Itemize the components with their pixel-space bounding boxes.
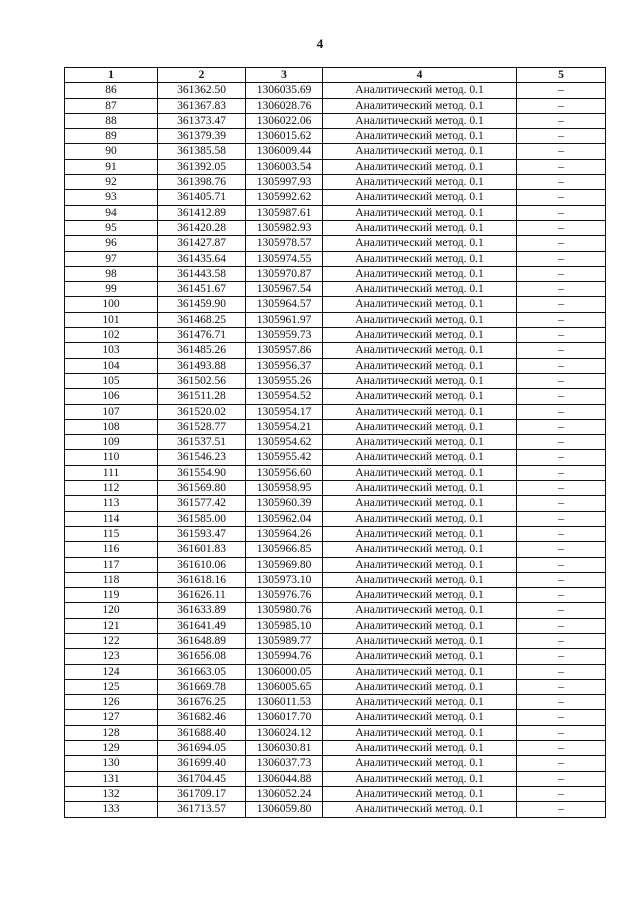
description-cell: – (517, 572, 606, 587)
method-cell: Аналитический метод. 0.1 (323, 771, 517, 786)
x-coordinate-cell: 361435.64 (158, 251, 246, 266)
description-cell: – (517, 419, 606, 434)
point-number-cell: 106 (65, 389, 158, 404)
table-row (65, 419, 606, 434)
method-cell: Аналитический метод. 0.1 (323, 588, 517, 603)
method-cell: Аналитический метод. 0.1 (323, 633, 517, 648)
y-coordinate-cell: 1306044.88 (246, 771, 323, 786)
point-number-cell: 113 (65, 496, 158, 511)
description-cell: – (517, 618, 606, 633)
description-cell: – (517, 251, 606, 266)
method-cell: Аналитический метод. 0.1 (323, 220, 517, 235)
description-cell: – (517, 312, 606, 327)
method-cell: Аналитический метод. 0.1 (323, 98, 517, 113)
point-number-cell: 114 (65, 511, 158, 526)
x-coordinate-cell: 361412.89 (158, 205, 246, 220)
y-coordinate-cell: 1306035.69 (246, 83, 323, 98)
point-number-cell: 122 (65, 633, 158, 648)
y-coordinate-cell: 1305978.57 (246, 236, 323, 251)
table-row (65, 481, 606, 496)
description-cell: – (517, 282, 606, 297)
x-coordinate-cell: 361398.76 (158, 175, 246, 190)
table-row (65, 465, 606, 480)
point-number-cell: 86 (65, 83, 158, 98)
x-coordinate-cell: 361713.57 (158, 802, 246, 817)
table-row (65, 511, 606, 526)
table-row (65, 557, 606, 572)
point-number-cell: 87 (65, 98, 158, 113)
description-cell: – (517, 98, 606, 113)
y-coordinate-cell: 1305958.95 (246, 481, 323, 496)
table-row (65, 542, 606, 557)
y-coordinate-cell: 1306022.06 (246, 113, 323, 128)
x-coordinate-cell: 361427.87 (158, 236, 246, 251)
y-coordinate-cell: 1305970.87 (246, 266, 323, 281)
x-coordinate-cell: 361694.05 (158, 741, 246, 756)
method-cell: Аналитический метод. 0.1 (323, 741, 517, 756)
y-coordinate-cell: 1305967.54 (246, 282, 323, 297)
x-coordinate-cell: 361554.90 (158, 465, 246, 480)
description-cell: – (517, 328, 606, 343)
header-cell-method: 4 (323, 68, 517, 83)
y-coordinate-cell: 1305997.93 (246, 175, 323, 190)
method-cell: Аналитический метод. 0.1 (323, 756, 517, 771)
x-coordinate-cell: 361362.50 (158, 83, 246, 98)
point-number-cell: 93 (65, 190, 158, 205)
y-coordinate-cell: 1306011.53 (246, 695, 323, 710)
x-coordinate-cell: 361502.56 (158, 373, 246, 388)
y-coordinate-cell: 1306024.12 (246, 725, 323, 740)
page-number: 4 (316, 36, 324, 51)
table-row (65, 358, 606, 373)
point-number-cell: 124 (65, 664, 158, 679)
table-row (65, 771, 606, 786)
method-cell: Аналитический метод. 0.1 (323, 435, 517, 450)
method-cell: Аналитический метод. 0.1 (323, 496, 517, 511)
table-row (65, 175, 606, 190)
description-cell: – (517, 144, 606, 159)
method-cell: Аналитический метод. 0.1 (323, 159, 517, 174)
method-cell: Аналитический метод. 0.1 (323, 450, 517, 465)
table-row (65, 633, 606, 648)
table-row (65, 603, 606, 618)
description-cell: – (517, 266, 606, 281)
description-cell: – (517, 511, 606, 526)
method-cell: Аналитический метод. 0.1 (323, 649, 517, 664)
method-cell: Аналитический метод. 0.1 (323, 695, 517, 710)
y-coordinate-cell: 1305976.76 (246, 588, 323, 603)
description-cell: – (517, 741, 606, 756)
description-cell: – (517, 220, 606, 235)
method-cell: Аналитический метод. 0.1 (323, 328, 517, 343)
x-coordinate-cell: 361704.45 (158, 771, 246, 786)
method-cell: Аналитический метод. 0.1 (323, 465, 517, 480)
point-number-cell: 127 (65, 710, 158, 725)
method-cell: Аналитический метод. 0.1 (323, 266, 517, 281)
point-number-cell: 103 (65, 343, 158, 358)
description-cell: – (517, 113, 606, 128)
description-cell: – (517, 358, 606, 373)
description-cell: – (517, 205, 606, 220)
y-coordinate-cell: 1305992.62 (246, 190, 323, 205)
y-coordinate-cell: 1306059.80 (246, 802, 323, 817)
table-row (65, 572, 606, 587)
y-coordinate-cell: 1306005.65 (246, 679, 323, 694)
point-number-cell: 132 (65, 786, 158, 801)
y-coordinate-cell: 1306009.44 (246, 144, 323, 159)
x-coordinate-cell: 361641.49 (158, 618, 246, 633)
method-cell: Аналитический метод. 0.1 (323, 373, 517, 388)
table-row (65, 373, 606, 388)
description-cell: – (517, 695, 606, 710)
description-cell: – (517, 710, 606, 725)
x-coordinate-cell: 361485.26 (158, 343, 246, 358)
point-number-cell: 119 (65, 588, 158, 603)
x-coordinate-cell: 361676.25 (158, 695, 246, 710)
description-cell: – (517, 725, 606, 740)
description-cell: – (517, 190, 606, 205)
method-cell: Аналитический метод. 0.1 (323, 190, 517, 205)
x-coordinate-cell: 361656.08 (158, 649, 246, 664)
table-row (65, 266, 606, 281)
point-number-cell: 100 (65, 297, 158, 312)
point-number-cell: 109 (65, 435, 158, 450)
header-row (65, 68, 606, 83)
table-row (65, 251, 606, 266)
description-cell: – (517, 588, 606, 603)
table-row (65, 664, 606, 679)
x-coordinate-cell: 361569.80 (158, 481, 246, 496)
method-cell: Аналитический метод. 0.1 (323, 419, 517, 434)
point-number-cell: 102 (65, 328, 158, 343)
point-number-cell: 116 (65, 542, 158, 557)
table-row (65, 450, 606, 465)
x-coordinate-cell: 361669.78 (158, 679, 246, 694)
description-cell: – (517, 526, 606, 541)
method-cell: Аналитический метод. 0.1 (323, 404, 517, 419)
x-coordinate-cell: 361593.47 (158, 526, 246, 541)
y-coordinate-cell: 1305956.37 (246, 358, 323, 373)
y-coordinate-cell: 1305961.97 (246, 312, 323, 327)
description-cell: – (517, 389, 606, 404)
table-row (65, 741, 606, 756)
point-number-cell: 121 (65, 618, 158, 633)
x-coordinate-cell: 361373.47 (158, 113, 246, 128)
method-cell: Аналитический метод. 0.1 (323, 113, 517, 128)
x-coordinate-cell: 361648.89 (158, 633, 246, 648)
description-cell: – (517, 496, 606, 511)
method-cell: Аналитический метод. 0.1 (323, 481, 517, 496)
point-number-cell: 90 (65, 144, 158, 159)
table-row (65, 756, 606, 771)
x-coordinate-cell: 361528.77 (158, 419, 246, 434)
x-coordinate-cell: 361520.02 (158, 404, 246, 419)
y-coordinate-cell: 1305964.26 (246, 526, 323, 541)
table-row (65, 98, 606, 113)
description-cell: – (517, 236, 606, 251)
y-coordinate-cell: 1305964.57 (246, 297, 323, 312)
y-coordinate-cell: 1305954.62 (246, 435, 323, 450)
table-body (65, 83, 606, 817)
table-row (65, 389, 606, 404)
table-row (65, 786, 606, 801)
y-coordinate-cell: 1305955.42 (246, 450, 323, 465)
y-coordinate-cell: 1305969.80 (246, 557, 323, 572)
y-coordinate-cell: 1305982.93 (246, 220, 323, 235)
table-row (65, 526, 606, 541)
method-cell: Аналитический метод. 0.1 (323, 343, 517, 358)
y-coordinate-cell: 1305989.77 (246, 633, 323, 648)
x-coordinate-cell: 361610.06 (158, 557, 246, 572)
method-cell: Аналитический метод. 0.1 (323, 282, 517, 297)
description-cell: – (517, 465, 606, 480)
y-coordinate-cell: 1305966.85 (246, 542, 323, 557)
header-cell-description: 5 (517, 68, 606, 83)
method-cell: Аналитический метод. 0.1 (323, 710, 517, 725)
description-cell: – (517, 404, 606, 419)
table-row (65, 83, 606, 98)
method-cell: Аналитический метод. 0.1 (323, 297, 517, 312)
table-row (65, 113, 606, 128)
y-coordinate-cell: 1306015.62 (246, 129, 323, 144)
table-row (65, 710, 606, 725)
point-number-cell: 125 (65, 679, 158, 694)
x-coordinate-cell: 361546.23 (158, 450, 246, 465)
x-coordinate-cell: 361688.40 (158, 725, 246, 740)
point-number-cell: 95 (65, 220, 158, 235)
point-number-cell: 89 (65, 129, 158, 144)
description-cell: – (517, 756, 606, 771)
method-cell: Аналитический метод. 0.1 (323, 129, 517, 144)
description-cell: – (517, 159, 606, 174)
x-coordinate-cell: 361699.40 (158, 756, 246, 771)
method-cell: Аналитический метод. 0.1 (323, 725, 517, 740)
method-cell: Аналитический метод. 0.1 (323, 802, 517, 817)
description-cell: – (517, 175, 606, 190)
y-coordinate-cell: 1306000.05 (246, 664, 323, 679)
y-coordinate-cell: 1305980.76 (246, 603, 323, 618)
table-row (65, 205, 606, 220)
point-number-cell: 111 (65, 465, 158, 480)
point-number-cell: 117 (65, 557, 158, 572)
point-number-cell: 96 (65, 236, 158, 251)
x-coordinate-cell: 361633.89 (158, 603, 246, 618)
point-number-cell: 105 (65, 373, 158, 388)
table-row (65, 159, 606, 174)
coordinates-table (64, 67, 606, 818)
description-cell: – (517, 481, 606, 496)
table-row (65, 190, 606, 205)
description-cell: – (517, 557, 606, 572)
header-cell-y: 3 (246, 68, 323, 83)
description-cell: – (517, 786, 606, 801)
table-row (65, 312, 606, 327)
point-number-cell: 104 (65, 358, 158, 373)
point-number-cell: 99 (65, 282, 158, 297)
description-cell: – (517, 633, 606, 648)
description-cell: – (517, 129, 606, 144)
method-cell: Аналитический метод. 0.1 (323, 83, 517, 98)
header-cell-x: 2 (158, 68, 246, 83)
table-row (65, 725, 606, 740)
table-header (65, 68, 606, 83)
x-coordinate-cell: 361537.51 (158, 435, 246, 450)
point-number-cell: 92 (65, 175, 158, 190)
point-number-cell: 130 (65, 756, 158, 771)
method-cell: Аналитический метод. 0.1 (323, 542, 517, 557)
description-cell: – (517, 664, 606, 679)
method-cell: Аналитический метод. 0.1 (323, 526, 517, 541)
table-row (65, 496, 606, 511)
description-cell: – (517, 679, 606, 694)
x-coordinate-cell: 361709.17 (158, 786, 246, 801)
description-cell: – (517, 802, 606, 817)
description-cell: – (517, 649, 606, 664)
description-cell: – (517, 297, 606, 312)
x-coordinate-cell: 361451.67 (158, 282, 246, 297)
point-number-cell: 110 (65, 450, 158, 465)
point-number-cell: 94 (65, 205, 158, 220)
y-coordinate-cell: 1305956.60 (246, 465, 323, 480)
point-number-cell: 91 (65, 159, 158, 174)
table-row (65, 343, 606, 358)
x-coordinate-cell: 361379.39 (158, 129, 246, 144)
x-coordinate-cell: 361385.58 (158, 144, 246, 159)
point-number-cell: 88 (65, 113, 158, 128)
y-coordinate-cell: 1306003.54 (246, 159, 323, 174)
y-coordinate-cell: 1305957.86 (246, 343, 323, 358)
table-row (65, 435, 606, 450)
table-row (65, 297, 606, 312)
point-number-cell: 97 (65, 251, 158, 266)
table-row (65, 144, 606, 159)
method-cell: Аналитический метод. 0.1 (323, 144, 517, 159)
table-row (65, 649, 606, 664)
point-number-cell: 108 (65, 419, 158, 434)
method-cell: Аналитический метод. 0.1 (323, 572, 517, 587)
y-coordinate-cell: 1306017.70 (246, 710, 323, 725)
y-coordinate-cell: 1305962.04 (246, 511, 323, 526)
y-coordinate-cell: 1305959.73 (246, 328, 323, 343)
point-number-cell: 118 (65, 572, 158, 587)
y-coordinate-cell: 1306052.24 (246, 786, 323, 801)
x-coordinate-cell: 361420.28 (158, 220, 246, 235)
description-cell: – (517, 450, 606, 465)
x-coordinate-cell: 361601.83 (158, 542, 246, 557)
x-coordinate-cell: 361493.88 (158, 358, 246, 373)
point-number-cell: 129 (65, 741, 158, 756)
y-coordinate-cell: 1305973.10 (246, 572, 323, 587)
method-cell: Аналитический метод. 0.1 (323, 205, 517, 220)
point-number-cell: 112 (65, 481, 158, 496)
header-cell-point-number: 1 (65, 68, 158, 83)
method-cell: Аналитический метод. 0.1 (323, 618, 517, 633)
method-cell: Аналитический метод. 0.1 (323, 679, 517, 694)
method-cell: Аналитический метод. 0.1 (323, 511, 517, 526)
point-number-cell: 98 (65, 266, 158, 281)
x-coordinate-cell: 361682.46 (158, 710, 246, 725)
method-cell: Аналитический метод. 0.1 (323, 603, 517, 618)
x-coordinate-cell: 361577.42 (158, 496, 246, 511)
x-coordinate-cell: 361511.28 (158, 389, 246, 404)
table-row (65, 588, 606, 603)
y-coordinate-cell: 1306028.76 (246, 98, 323, 113)
x-coordinate-cell: 361468.25 (158, 312, 246, 327)
y-coordinate-cell: 1305954.52 (246, 389, 323, 404)
method-cell: Аналитический метод. 0.1 (323, 358, 517, 373)
point-number-cell: 126 (65, 695, 158, 710)
description-cell: – (517, 435, 606, 450)
table-row (65, 282, 606, 297)
y-coordinate-cell: 1305994.76 (246, 649, 323, 664)
description-cell: – (517, 603, 606, 618)
point-number-cell: 120 (65, 603, 158, 618)
x-coordinate-cell: 361405.71 (158, 190, 246, 205)
x-coordinate-cell: 361392.05 (158, 159, 246, 174)
method-cell: Аналитический метод. 0.1 (323, 557, 517, 572)
description-cell: – (517, 542, 606, 557)
point-number-cell: 101 (65, 312, 158, 327)
description-cell: – (517, 83, 606, 98)
y-coordinate-cell: 1305954.17 (246, 404, 323, 419)
y-coordinate-cell: 1305974.55 (246, 251, 323, 266)
x-coordinate-cell: 361618.16 (158, 572, 246, 587)
description-cell: – (517, 343, 606, 358)
description-cell: – (517, 373, 606, 388)
table-row (65, 618, 606, 633)
x-coordinate-cell: 361443.58 (158, 266, 246, 281)
x-coordinate-cell: 361367.83 (158, 98, 246, 113)
point-number-cell: 107 (65, 404, 158, 419)
table-row (65, 236, 606, 251)
x-coordinate-cell: 361663.05 (158, 664, 246, 679)
x-coordinate-cell: 361585.00 (158, 511, 246, 526)
y-coordinate-cell: 1305955.26 (246, 373, 323, 388)
point-number-cell: 131 (65, 771, 158, 786)
y-coordinate-cell: 1306030.81 (246, 741, 323, 756)
y-coordinate-cell: 1305987.61 (246, 205, 323, 220)
y-coordinate-cell: 1305960.39 (246, 496, 323, 511)
x-coordinate-cell: 361476.71 (158, 328, 246, 343)
y-coordinate-cell: 1306037.73 (246, 756, 323, 771)
point-number-cell: 133 (65, 802, 158, 817)
method-cell: Аналитический метод. 0.1 (323, 389, 517, 404)
method-cell: Аналитический метод. 0.1 (323, 664, 517, 679)
table-row (65, 129, 606, 144)
y-coordinate-cell: 1305985.10 (246, 618, 323, 633)
method-cell: Аналитический метод. 0.1 (323, 251, 517, 266)
method-cell: Аналитический метод. 0.1 (323, 236, 517, 251)
table-row (65, 679, 606, 694)
method-cell: Аналитический метод. 0.1 (323, 786, 517, 801)
table-row (65, 220, 606, 235)
method-cell: Аналитический метод. 0.1 (323, 312, 517, 327)
x-coordinate-cell: 361459.90 (158, 297, 246, 312)
x-coordinate-cell: 361626.11 (158, 588, 246, 603)
table-row (65, 328, 606, 343)
method-cell: Аналитический метод. 0.1 (323, 175, 517, 190)
y-coordinate-cell: 1305954.21 (246, 419, 323, 434)
table-row (65, 695, 606, 710)
description-cell: – (517, 771, 606, 786)
point-number-cell: 128 (65, 725, 158, 740)
table-row (65, 802, 606, 817)
point-number-cell: 123 (65, 649, 158, 664)
table-row (65, 404, 606, 419)
point-number-cell: 115 (65, 526, 158, 541)
